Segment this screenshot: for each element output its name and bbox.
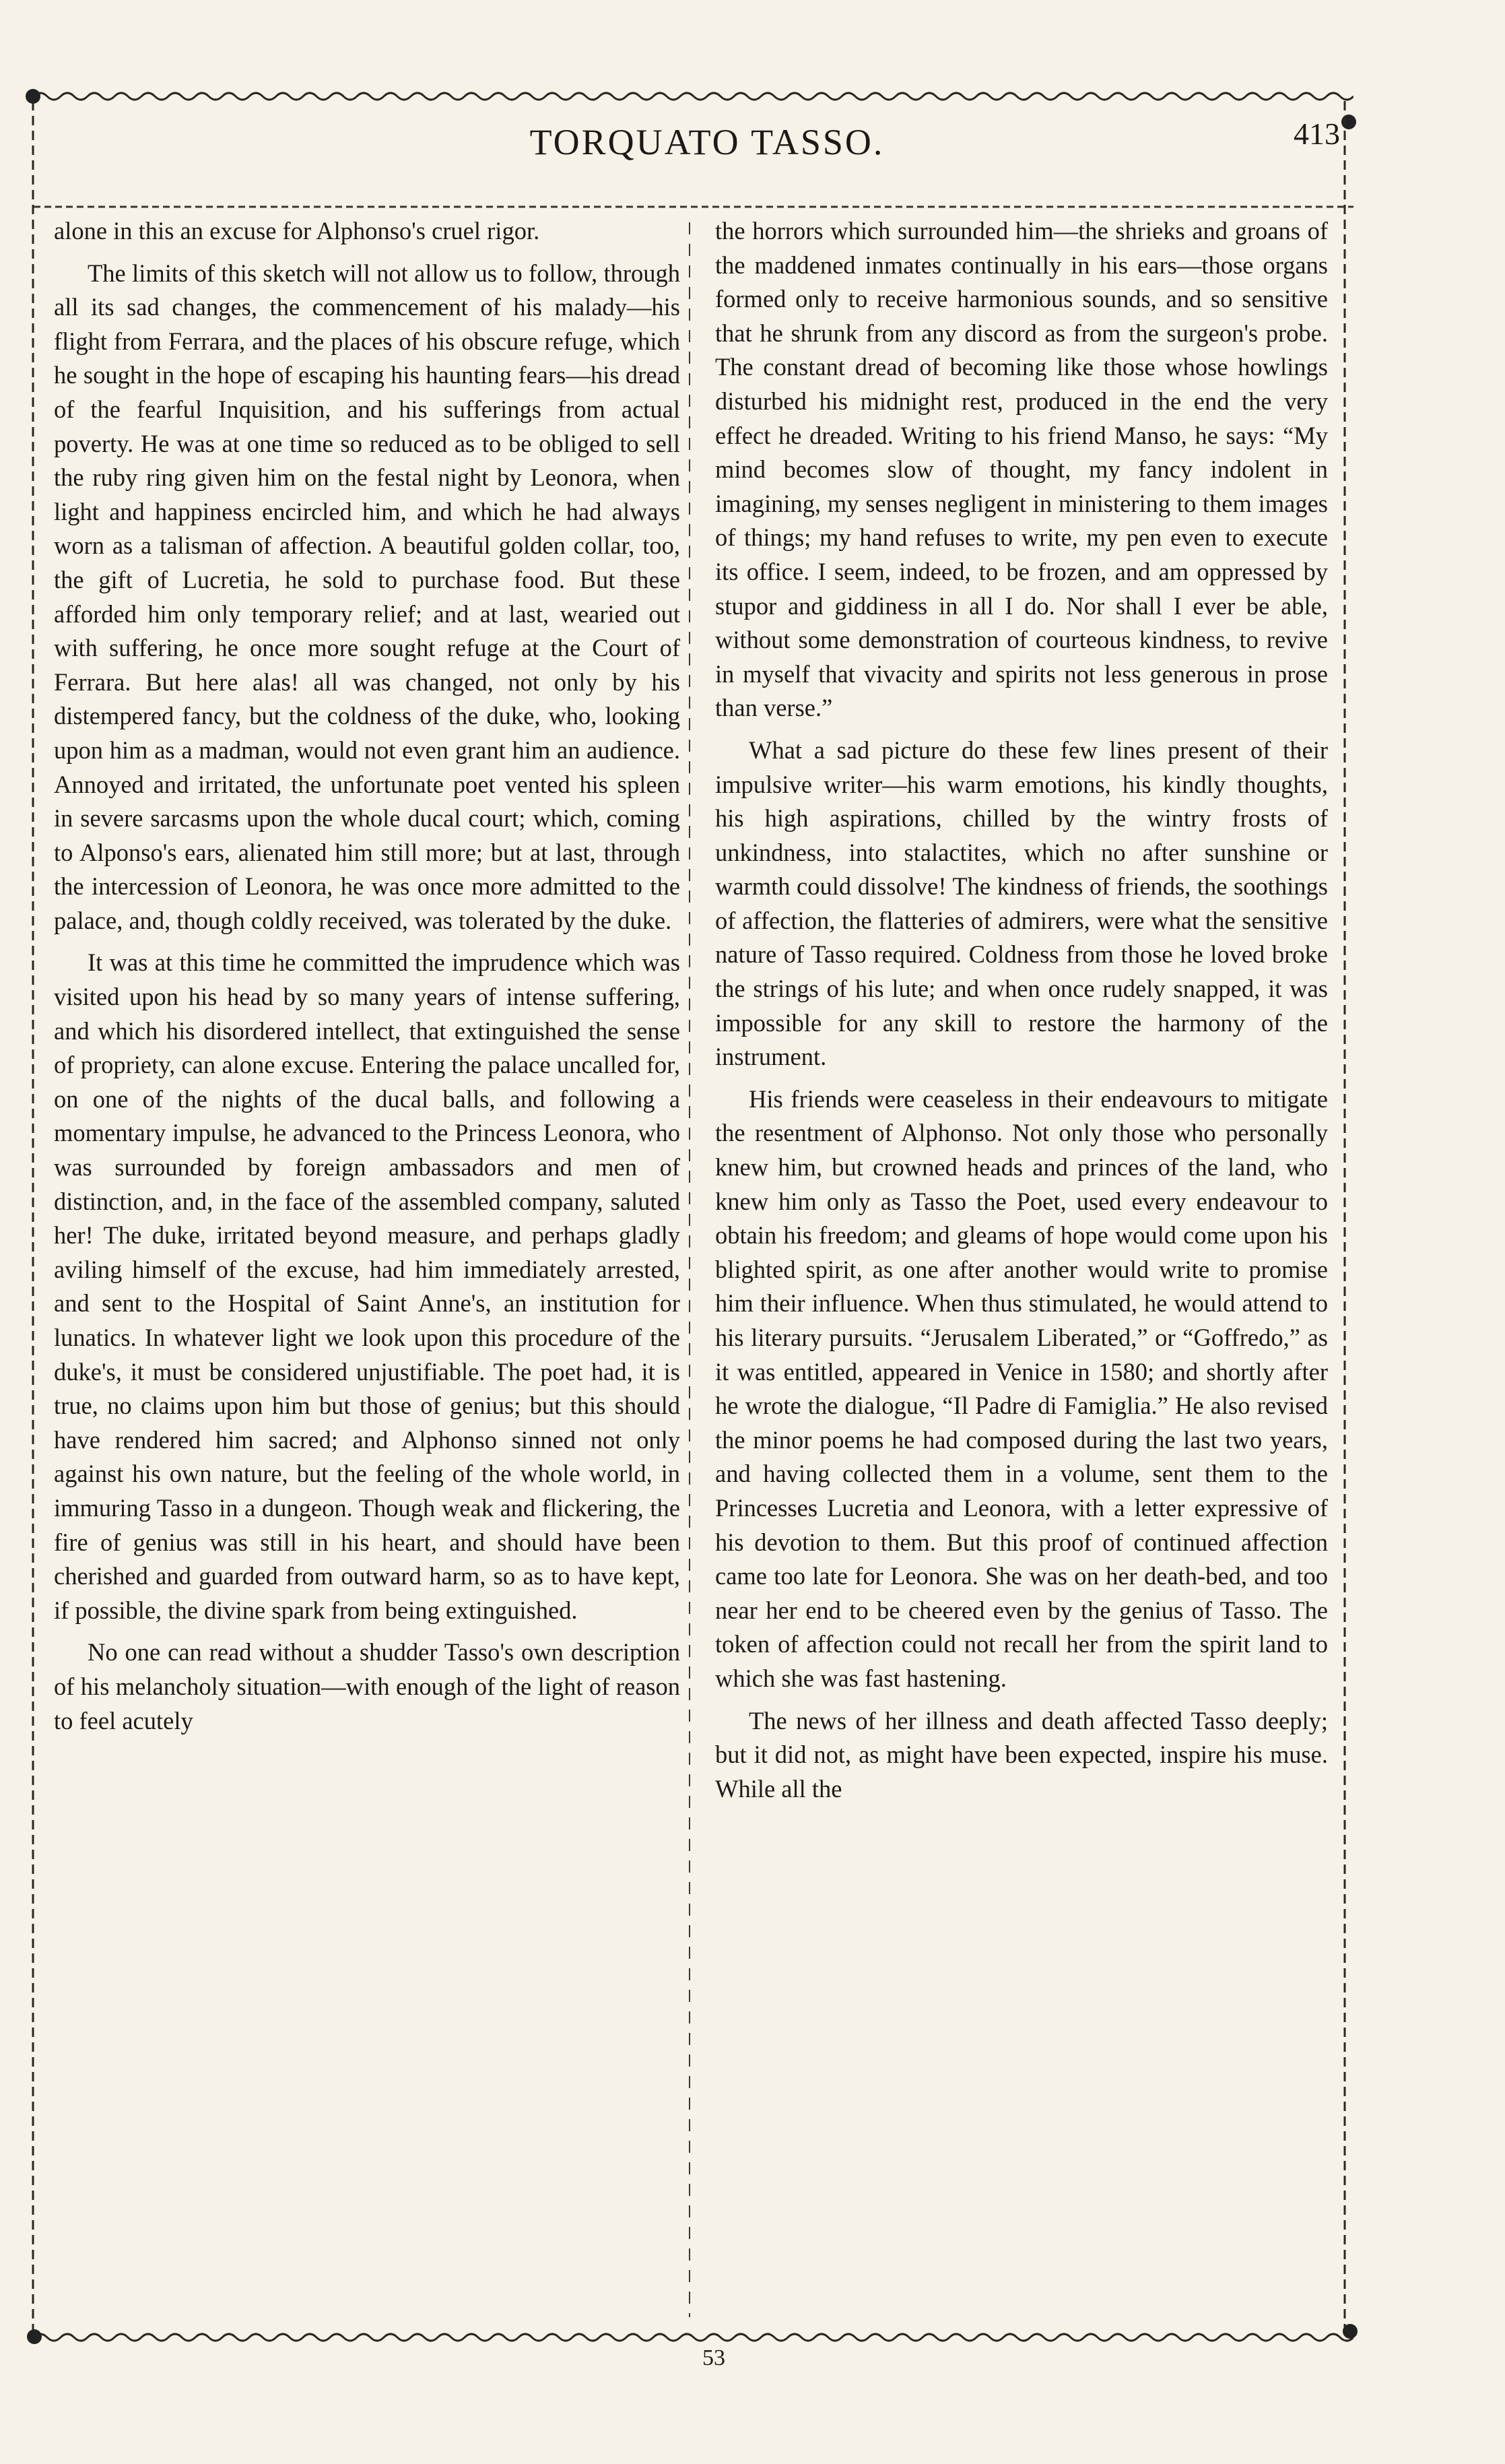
left-column — [54, 214, 680, 1746]
page-number: 413 — [1294, 117, 1340, 151]
top-ornamental-rule — [34, 86, 1353, 106]
right-ornamental-rule — [1340, 101, 1349, 2334]
column-divider — [687, 222, 692, 2317]
right-column — [715, 214, 1328, 1814]
paragraph: It was at this time he committed the imprudence which was visited upon his head by so many years of intense suffering, and which his disordered intellect, that extinguished the sense of propriety, can alone excuse. Entering the palace uncalled for, on one of the nights of the ducal balls, and following a momentary impulse, he advanced to the Princess Leonora, who was surrounded by foreign ambassadors and men of distinction, and, in the face of the assembled company, saluted her! The duke, irritated beyond measure, and perhaps gladly aviling himself of the excuse, had him immediately arrested, and sent to the Hospital of Saint Anne's, an institution for lunatics. In whatever light we look upon this procedure of the duke's, it must be considered unjustifiable. The poet had, it is true, no claims upon him but those of genius; but this should have rendered him sacred; and Alphonso sinned not only against his own nature, but the feeling of the whole world, in immuring Tasso in a dungeon. Though weak and flickering, the fire of genius was still in his heart, and should have been cherished and guarded from outward harm, so as to have kept, if possible, the divine spark from being extinguished. — [54, 948, 680, 1624]
bottom-left-ornament — [27, 2329, 42, 2344]
paragraph: What a sad picture do these few lines present of their impulsive writer—his warm emotions, his kindly thoughts, his high aspirations, chilled by the wintry frosts of unkindness, into stalactites, which no after sunshine or warmth could dissolve! The kindness of friends, the soothings of affection, the flatteries of admirers, were what the sensitive nature of Tasso required. Coldness from those he loved broke the strings of his lute; and when once rudely snapped, it was impossible for any skill to restore the harmony of the instrument. — [715, 736, 1328, 1071]
bottom-ornamental-rule — [34, 2327, 1353, 2347]
running-title: TORQUATO TASSO. — [529, 122, 885, 162]
paragraph: the horrors which surrounded him—the shrieks and groans of the maddened inmates continually in his ears—those organs formed only to receive harmonious sounds, and so sensitive that he shrunk from any discord as from the surgeon's probe. The constant dread of becoming like those whose howlings disturbed his midnight rest, produced in the end the very effect he dreaded. Writing to his friend Manso, he says: “My mind becomes slow of thought, my fancy indolent in imagining, my senses negligent in ministering to them images of things; my hand refuses to write, my pen even to execute its office. I seem, indeed, to be frozen, and am oppressed by stupor and giddiness in all I do. Nor shall I ever be able, without some demonstration of courteous kindness, to revive in myself that vivacity and spirits not less generous in prose than verse.” — [715, 217, 1328, 722]
paragraph: The limits of this sketch will not allow us to follow, through all its sad changes, the commencement of his malady—his flight from Ferrara, and the places of his obscure refuge, which he sought in the hope of escaping his haunting fears—his dread of the fearful Inquisition, and his sufferings from actual poverty. He was at one time so reduced as to be obliged to sell the ruby ring given him on the festal night by Leonora, when light and happiness encircled him, and which he had always worn as a talisman of affection. A beautiful golden collar, too, the gift of Lucretia, he sold to purchase food. But these afforded him only temporary relief; and at last, wearied out with suffering, he once more sought refuge at the Court of Ferrara. But here alas! all was changed, not only by his distempered fancy, but the coldness of the duke, who, looking upon him as a madman, would not even grant him an audience. Annoyed and irritated, the unfortunate poet vented his spleen in severe sarcasms upon the whole ducal court; which, coming to Alponso's ears, alienated him still more; but at last, through the intercession of Leonora, he was once more admitted to the palace, and, though coldly received, was tolerated by the duke. — [54, 259, 680, 934]
paragraph: alone in this an excuse for Alphonso's cruel rigor. — [54, 217, 540, 245]
signature-mark: 53 — [702, 2345, 725, 2370]
paragraph: The news of her illness and death affected Tasso deeply; but it did not, as might have been expected, inspire his muse. While all the — [715, 1706, 1328, 1803]
left-ornamental-rule — [28, 101, 38, 2334]
paragraph: His friends were ceaseless in their endeavours to mitigate the resentment of Alphonso. Not only those who personally knew him, but crowned heads and princes of the land, who knew him only as Tasso the Poet, used every endeavour to obtain his freedom; and gleams of hope would come upon his blighted spirit, as one after another would write to promise him their influence. When thus stimulated, he would attend to his literary pursuits. “Jerusalem Liberated,” or “Goffredo,” as it was entitled, appeared in Venice in 1580; and shortly after he wrote the dialogue, “Il Padre di Famiglia.” He also revised the minor poems he had composed during the last two years, and having collected them in a volume, sent them to the Princesses Lucretia and Leonora, with a letter expressive of his devotion to them. But this proof of continued affection came too late for Leonora. She was on her death-bed, and too near her end to be cheered even by the genius of Tasso. The token of affection could not recall her from the spirit land to which she was fast hastening. — [715, 1084, 1328, 1692]
bottom-right-ornament — [1343, 2324, 1358, 2339]
paragraph: No one can read without a shudder Tasso's own description of his melancholy situation—with enough of the light of reason to feel acutely — [54, 1638, 680, 1734]
